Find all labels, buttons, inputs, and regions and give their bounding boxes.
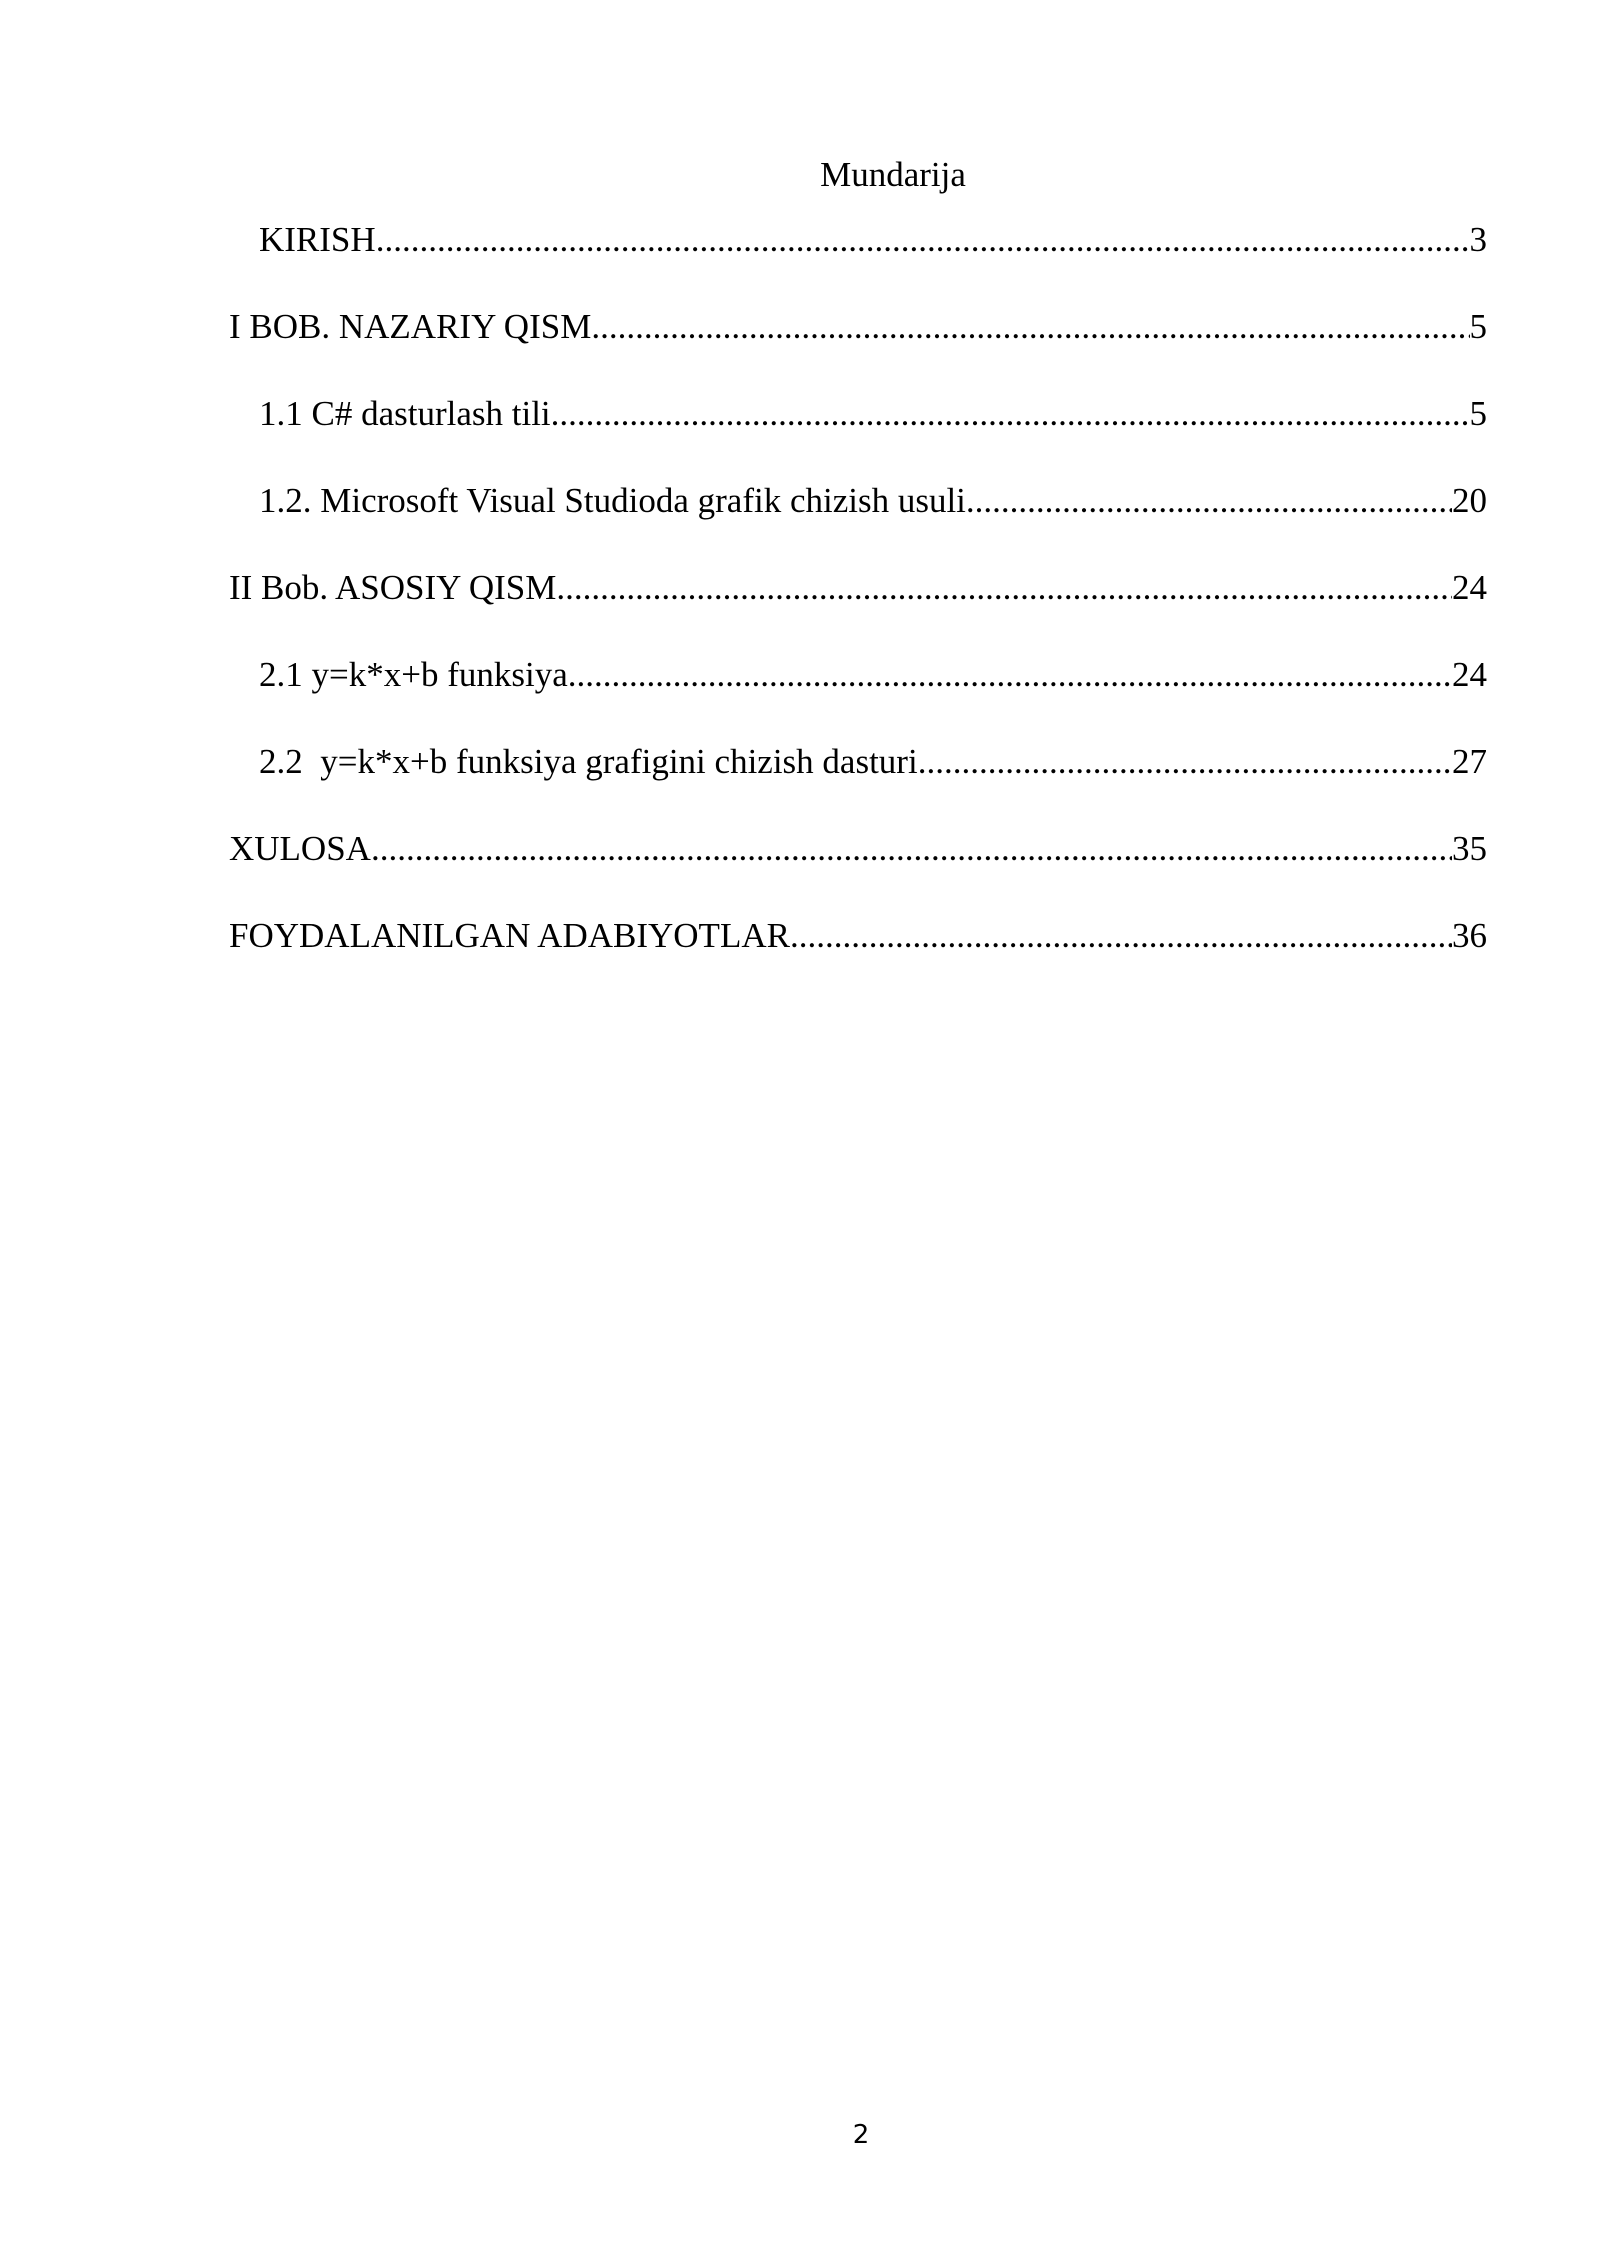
toc-entry-page: 5 [1469,307,1487,346]
toc-entry-page: 20 [1452,481,1487,520]
toc-dot-leader [966,476,1452,526]
toc-entry-page: 27 [1452,742,1487,781]
toc-dot-leader [551,389,1470,439]
toc-entry-label: 1.2. Microsoft Visual Studioda grafik chizish usuli [259,481,966,520]
toc-dot-leader [371,824,1452,874]
toc-entry-section-2-2[interactable] [229,737,1487,824]
toc-entry-references[interactable] [229,911,1487,998]
toc-entry-chapter-1[interactable] [229,302,1487,389]
page-number: 2 [852,2120,870,2150]
toc-title: Mundarija [820,155,966,194]
toc-entry-page: 5 [1469,394,1487,433]
toc-entry-label: II Bob. ASOSIY QISM [229,568,557,607]
toc-dot-leader [790,911,1452,961]
toc-entry-page: 36 [1452,916,1487,955]
toc-dot-leader [918,737,1452,787]
toc-entry-page: 24 [1452,568,1487,607]
toc-entry-page: 24 [1452,655,1487,694]
toc-dot-leader [568,650,1452,700]
toc-dot-leader [556,563,1452,613]
table-of-contents [229,215,1487,998]
toc-entry-page: 3 [1469,220,1487,259]
toc-entry-chapter-2[interactable] [229,563,1487,650]
toc-dot-leader [591,302,1469,352]
toc-entry-xulosa[interactable] [229,824,1487,911]
toc-entry-label: FOYDALANILGAN ADABIYOTLAR [229,916,790,955]
toc-entry-section-1-1[interactable] [229,389,1487,476]
toc-entry-kirish[interactable] [229,215,1487,302]
toc-dot-leader [376,215,1470,265]
toc-entry-label: 2.2 y=k*x+b funksiya grafigini chizish dasturi [259,742,918,781]
toc-entry-label: KIRISH [259,220,376,259]
toc-entry-label: 2.1 y=k*x+b funksiya [259,655,568,694]
toc-entry-label: 1.1 C# dasturlash tili [259,394,551,433]
toc-entry-section-1-2[interactable] [229,476,1487,563]
toc-entry-section-2-1[interactable] [229,650,1487,737]
toc-entry-label: I BOB. NAZARIY QISM [229,307,592,346]
toc-entry-page: 35 [1452,829,1487,868]
toc-entry-label: XULOSA [229,829,371,868]
